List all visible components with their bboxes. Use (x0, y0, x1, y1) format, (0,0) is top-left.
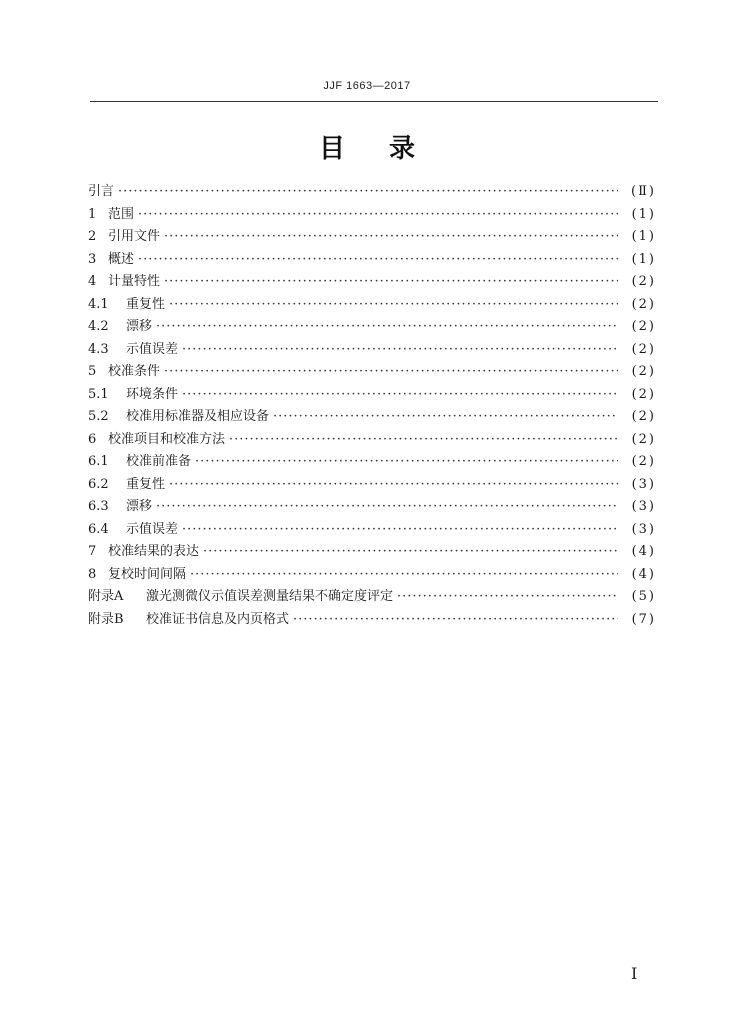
toc-leader-dots (156, 316, 618, 339)
toc-entry-title: 校准证书信息及内页格式 (146, 611, 290, 627)
toc-entry[interactable] (88, 361, 656, 384)
toc-leader-dots (118, 181, 618, 204)
title-char-right: 录 (389, 134, 416, 164)
toc-entry-page: (2) (631, 454, 656, 469)
toc-entry[interactable] (88, 496, 656, 519)
toc-entry-page: (1) (631, 206, 656, 222)
toc-entry-page: (2) (631, 319, 656, 334)
toc-entry-title: 引用文件 (108, 229, 161, 244)
toc-leader-dots (190, 564, 618, 587)
toc-entry-title: 重复性 (126, 476, 166, 492)
toc-entry-page: (2) (631, 431, 656, 447)
toc-entry-number: 4 (88, 274, 97, 289)
toc-entry-number: 6.2 (88, 476, 109, 492)
table-of-contents (88, 181, 656, 631)
toc-entry-number: 附录B (88, 611, 124, 627)
toc-leader-dots (164, 361, 618, 384)
toc-leader-dots (156, 496, 618, 519)
toc-leader-dots (169, 474, 618, 497)
toc-entry-page: (4) (631, 544, 656, 559)
toc-entry-title: 示值误差 (126, 521, 179, 537)
toc-entry[interactable] (88, 384, 656, 407)
toc-entry-title: 复校时间间隔 (108, 566, 187, 582)
toc-entry[interactable] (88, 586, 656, 609)
toc-entry-title: 引言 (88, 184, 115, 199)
toc-entry-number: 附录A (88, 589, 124, 604)
toc-entry-page: (4) (631, 566, 656, 582)
toc-entry-page: (2) (631, 274, 656, 289)
toc-entry[interactable] (88, 564, 656, 587)
toc-entry-page: (Ⅱ) (631, 184, 656, 199)
toc-entry-number: 2 (88, 229, 97, 244)
toc-entry-title: 校准结果的表达 (108, 544, 200, 559)
toc-entry-title: 计量特性 (108, 274, 161, 289)
toc-entry-number: 1 (88, 206, 97, 222)
toc-entry-number: 4.2 (88, 319, 109, 334)
toc-entry[interactable] (88, 609, 656, 632)
toc-leader-dots (195, 451, 618, 474)
toc-leader-dots (397, 586, 618, 609)
toc-entry[interactable] (88, 429, 656, 452)
toc-entry[interactable] (88, 474, 656, 497)
toc-entry[interactable] (88, 541, 656, 564)
toc-entry[interactable] (88, 226, 656, 249)
toc-entry-number: 7 (88, 544, 97, 559)
toc-leader-dots (138, 204, 618, 227)
toc-entry-page: (7) (631, 611, 656, 627)
toc-entry-title: 校准项目和校准方法 (108, 431, 226, 447)
toc-entry[interactable] (88, 294, 656, 317)
toc-entry-title: 校准用标准器及相应设备 (126, 409, 270, 424)
toc-leader-dots (229, 429, 618, 452)
toc-entry-page: (2) (631, 386, 656, 402)
toc-entry-title: 校准条件 (108, 364, 161, 379)
toc-leader-dots (182, 519, 618, 542)
toc-entry[interactable] (88, 519, 656, 542)
toc-entry[interactable] (88, 249, 656, 272)
standard-code: JJF 1663—2017 (323, 80, 411, 92)
toc-entry[interactable] (88, 406, 656, 429)
toc-entry-title: 概述 (108, 251, 135, 267)
toc-entry-number: 8 (88, 566, 97, 582)
toc-entry-title: 环境条件 (126, 386, 179, 402)
toc-entry-page: (2) (631, 364, 656, 379)
toc-leader-dots (182, 339, 618, 362)
toc-leader-dots (169, 294, 618, 317)
toc-entry-number: 6 (88, 431, 97, 447)
toc-leader-dots (273, 406, 618, 429)
toc-entry-number: 6.3 (88, 499, 109, 514)
toc-leader-dots (203, 541, 618, 564)
toc-entry-title: 示值误差 (126, 341, 179, 357)
toc-entry-number: 3 (88, 251, 97, 267)
toc-leader-dots (164, 226, 618, 249)
toc-entry-title: 漂移 (126, 319, 153, 334)
toc-entry[interactable] (88, 181, 656, 204)
page-title (0, 128, 734, 165)
header-rule (90, 101, 658, 102)
toc-entry-page: (3) (631, 521, 656, 537)
toc-entry-number: 5.1 (88, 386, 109, 402)
toc-entry-page: (3) (631, 476, 656, 492)
toc-entry-page: (3) (631, 499, 656, 514)
toc-entry-title: 校准前准备 (126, 454, 192, 469)
toc-entry-number: 5.2 (88, 409, 109, 424)
toc-entry-title: 重复性 (126, 296, 166, 312)
toc-entry-page: (2) (631, 409, 656, 424)
toc-entry[interactable] (88, 316, 656, 339)
toc-entry-page: (1) (631, 251, 656, 267)
toc-entry-page: (1) (631, 229, 656, 244)
toc-entry[interactable] (88, 339, 656, 362)
toc-entry[interactable] (88, 204, 656, 227)
toc-entry[interactable] (88, 271, 656, 294)
toc-leader-dots (293, 609, 618, 632)
toc-leader-dots (182, 384, 618, 407)
toc-entry-number: 6.1 (88, 454, 109, 469)
toc-entry-page: (2) (631, 341, 656, 357)
toc-entry-title: 激光测微仪示值误差测量结果不确定度评定 (146, 589, 394, 604)
toc-entry-page: (5) (631, 589, 656, 604)
toc-entry-number: 4.1 (88, 296, 109, 312)
title-char-left: 目 (318, 134, 345, 164)
toc-leader-dots (164, 271, 618, 294)
toc-entry-number: 6.4 (88, 521, 109, 537)
toc-entry-number: 5 (88, 364, 97, 379)
toc-leader-dots (138, 249, 618, 272)
toc-entry-title: 范围 (108, 206, 135, 222)
toc-entry-title: 漂移 (126, 499, 153, 514)
page-number: I (631, 964, 638, 983)
toc-entry-page: (2) (631, 296, 656, 312)
toc-entry-number: 4.3 (88, 341, 109, 357)
toc-entry[interactable] (88, 451, 656, 474)
